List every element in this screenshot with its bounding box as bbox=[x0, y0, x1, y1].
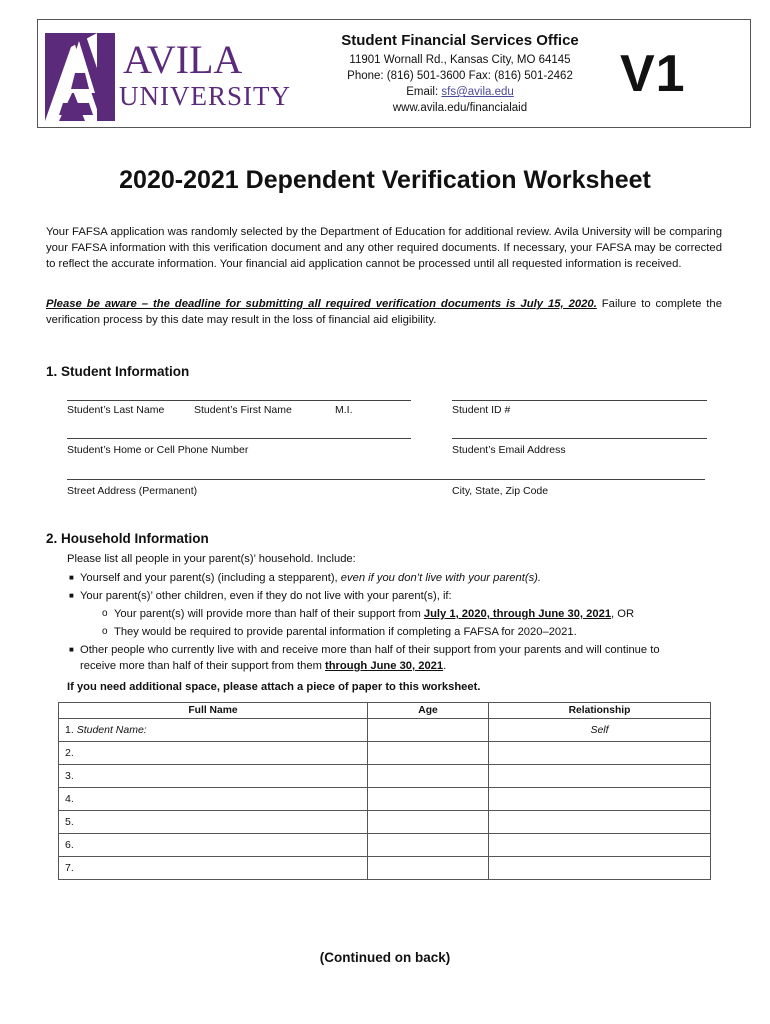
square-bullet-icon: ■ bbox=[69, 573, 74, 582]
relationship-cell[interactable] bbox=[489, 742, 711, 765]
bullet-other-people bbox=[69, 642, 720, 674]
age-cell[interactable] bbox=[368, 811, 489, 834]
bullet-text-line1: Other people who currently live with and receive more than half of their support from your parents and will continue to bbox=[80, 644, 660, 656]
row-name-label: Student Name: bbox=[76, 724, 147, 736]
table-row bbox=[59, 788, 711, 811]
row-number: 1. bbox=[65, 724, 77, 736]
bullet-yourself bbox=[69, 570, 542, 586]
student-id-label: Student ID # bbox=[452, 404, 511, 416]
row-number: 7. bbox=[65, 862, 74, 874]
age-cell[interactable] bbox=[368, 857, 489, 880]
street-address-label: Street Address (Permanent) bbox=[67, 485, 198, 497]
relationship-cell[interactable] bbox=[489, 788, 711, 811]
city-state-zip-label: City, State, Zip Code bbox=[452, 485, 549, 497]
office-address: 11901 Wornall Rd., Kansas City, MO 64145 bbox=[349, 54, 571, 66]
age-cell[interactable] bbox=[368, 765, 489, 788]
office-phone: Phone: (816) 501-3600 Fax: (816) 501-2462 bbox=[347, 70, 573, 82]
name-cell[interactable] bbox=[59, 742, 368, 765]
age-cell[interactable] bbox=[368, 788, 489, 811]
relationship-cell[interactable] bbox=[489, 857, 711, 880]
office-name: Student Financial Services Office bbox=[341, 32, 579, 49]
office-website: www.avila.edu/financialaid bbox=[392, 102, 528, 114]
relationship-cell[interactable]: Self bbox=[489, 719, 711, 742]
continued-on-back: (Continued on back) bbox=[319, 950, 451, 965]
bullet-text: Yourself and your parent(s) (including a stepparent), bbox=[80, 572, 341, 584]
name-cell[interactable] bbox=[59, 834, 368, 857]
version-badge: V1 bbox=[620, 45, 686, 103]
relationship-cell[interactable] bbox=[489, 765, 711, 788]
bullet-other-children bbox=[69, 588, 452, 604]
table-row bbox=[59, 811, 711, 834]
row-number: 2. bbox=[65, 747, 74, 759]
row-number: 3. bbox=[65, 770, 74, 782]
avila-university-logo bbox=[45, 33, 335, 125]
relationship-cell[interactable] bbox=[489, 834, 711, 857]
first-name-label: Student’s First Name bbox=[194, 404, 292, 416]
svg-text:UNIVERSITY: UNIVERSITY bbox=[119, 81, 291, 111]
support-period: July 1, 2020, through June 30, 2021 bbox=[423, 608, 612, 620]
bullet-text: receive more than half of their support from them bbox=[80, 660, 325, 672]
name-cell[interactable] bbox=[59, 811, 368, 834]
table-row bbox=[59, 765, 711, 788]
sub-bullet-text: They would be required to provide parental information if completing a FAFSA for 2020–2021. bbox=[114, 626, 577, 638]
name-cell[interactable] bbox=[59, 788, 368, 811]
bullet-text-line2 bbox=[80, 658, 720, 674]
column-relationship: Relationship bbox=[489, 703, 711, 719]
age-cell[interactable] bbox=[368, 719, 489, 742]
deadline-paragraph bbox=[46, 296, 722, 328]
name-cell[interactable] bbox=[59, 857, 368, 880]
sub-bullet-parental-info bbox=[102, 624, 577, 640]
name-cell[interactable] bbox=[59, 765, 368, 788]
bullet-period: . bbox=[443, 660, 447, 672]
table-row bbox=[59, 857, 711, 880]
student-id-line[interactable] bbox=[452, 400, 707, 401]
sub-bullet-support bbox=[102, 606, 635, 622]
svg-text:AVILA: AVILA bbox=[123, 37, 243, 82]
email-label-field: Student’s Email Address bbox=[452, 444, 566, 456]
table-row bbox=[59, 742, 711, 765]
square-bullet-icon: ■ bbox=[69, 591, 74, 600]
table-row bbox=[59, 719, 711, 742]
office-email bbox=[335, 86, 585, 98]
bullet-emphasis: even if you don’t live with your parent(s). bbox=[340, 572, 542, 584]
age-cell[interactable] bbox=[368, 742, 489, 765]
age-cell[interactable] bbox=[368, 834, 489, 857]
sub-bullet-text: Your parent(s) will provide more than half of their support from bbox=[114, 608, 424, 620]
middle-initial-label: M.I. bbox=[335, 404, 353, 416]
deadline-notice: Please be aware – the deadline for submitting all required verification documents is July 15, 2020. bbox=[46, 298, 597, 310]
support-end-date: through June 30, 2021 bbox=[325, 660, 444, 672]
name-cell[interactable] bbox=[59, 719, 368, 742]
phone-line[interactable] bbox=[67, 438, 411, 439]
circle-bullet-icon: o bbox=[102, 608, 108, 619]
row-number: 4. bbox=[65, 793, 74, 805]
square-bullet-icon: ■ bbox=[69, 645, 74, 654]
name-line[interactable] bbox=[67, 400, 411, 401]
document-title: 2020-2021 Dependent Verification Worksheet bbox=[119, 166, 651, 194]
email-label: Email: bbox=[406, 86, 442, 98]
address-line[interactable] bbox=[67, 479, 705, 480]
column-age: Age bbox=[368, 703, 489, 719]
circle-bullet-icon: o bbox=[102, 626, 108, 637]
intro-paragraph: Your FAFSA application was randomly selected by the Department of Education for additional review. Avila University will be comparing your FAFSA information with this verification document and any other required documents. If necessary, your FAFSA may be corrected to reflect the accurate information. Your financial aid application cannot be processed until all requested information is received. bbox=[46, 226, 722, 271]
additional-space-note: If you need additional space, please attach a piece of paper to this worksheet. bbox=[67, 681, 481, 693]
deadline-consequence: Failure to complete the verification process by this date may result in the loss of financial aid eligibility. bbox=[46, 298, 722, 327]
email-link[interactable]: sfs@avila.edu bbox=[441, 86, 514, 98]
student-info-heading: 1. Student Information bbox=[46, 364, 190, 379]
household-table bbox=[58, 702, 711, 880]
table-header-row bbox=[59, 703, 711, 719]
last-name-label: Student’s Last Name bbox=[67, 404, 165, 416]
sub-bullet-or: , OR bbox=[611, 608, 635, 620]
table-row bbox=[59, 834, 711, 857]
email-line[interactable] bbox=[452, 438, 707, 439]
bullet-text: Your parent(s)’ other children, even if they do not live with your parent(s), if: bbox=[80, 590, 452, 602]
row-number: 6. bbox=[65, 839, 74, 851]
household-intro: Please list all people in your parent(s)’ household. Include: bbox=[67, 553, 356, 565]
column-full-name: Full Name bbox=[59, 703, 368, 719]
relationship-cell[interactable] bbox=[489, 811, 711, 834]
row-number: 5. bbox=[65, 816, 74, 828]
phone-label: Student’s Home or Cell Phone Number bbox=[67, 444, 249, 456]
household-heading: 2. Household Information bbox=[46, 531, 209, 546]
